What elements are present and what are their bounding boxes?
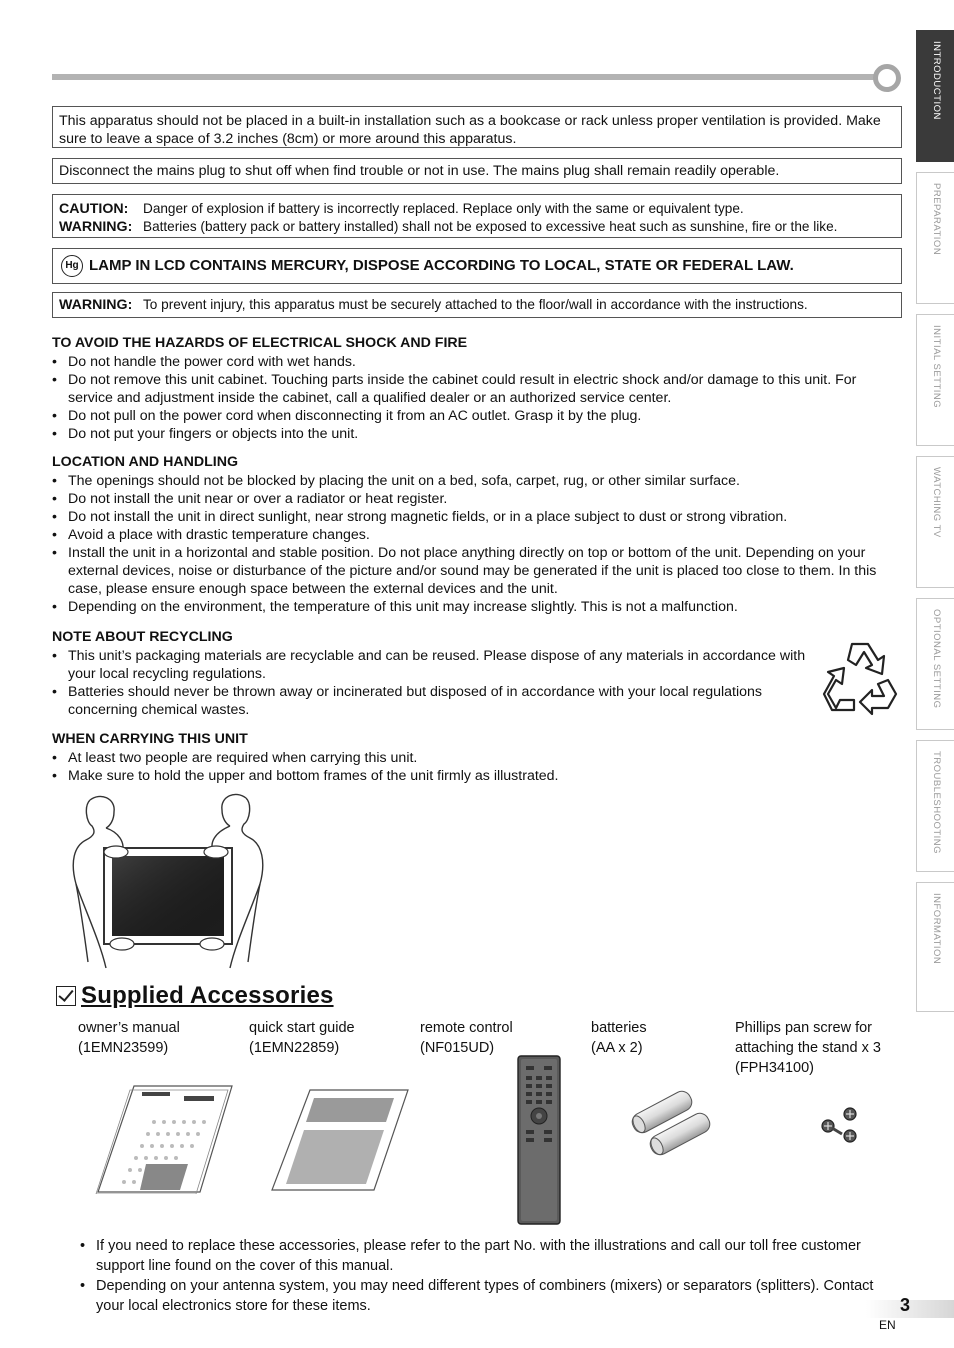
caution-text: Danger of explosion if battery is incorrectly replaced. Replace only with the same or equivalent type. [143, 201, 744, 216]
supplied-accessories-heading: Supplied Accessories [56, 986, 334, 1006]
quick-start-guide-illustration [270, 1088, 410, 1192]
list-item: • Depending on the environment, the temperature of this unit may increase slightly. This is not a malfunction. [52, 598, 902, 616]
checkbox-icon [56, 986, 76, 1006]
list-item: • Do not handle the power cord with wet hands. [52, 353, 902, 371]
list-item: • Batteries should never be thrown away or incinerated but disposed of in accordance with your local regulations concerning chemical wastes. [52, 683, 822, 719]
two-people-carrying-tv-illustration [66, 792, 270, 970]
section-title: NOTE ABOUT RECYCLING [52, 629, 233, 645]
ventilation-notice: This apparatus should not be placed in a built-in installation such as a bookcase or rack unless proper ventilation is provided. Make sure to leave a space of 3.2 inches (8cm) or more around this apparatus. [52, 106, 902, 148]
section-hazards [52, 334, 902, 443]
section-title: LOCATION AND HANDLING [52, 454, 238, 470]
mercury-hg-icon: Hg [61, 255, 83, 277]
screws-illustration [814, 1104, 870, 1148]
tab-preparation[interactable]: PREPARATION [916, 172, 954, 304]
tab-introduction[interactable]: INTRODUCTION [916, 30, 954, 162]
section-title: WHEN CARRYING THIS UNIT [52, 731, 248, 747]
accessory-owners-manual: owner’s manual (1EMN23599) [78, 1020, 180, 1056]
mercury-lamp-notice: Hg LAMP IN LCD CONTAINS MERCURY, DISPOSE ACCORDING TO LOCAL, STATE OR FEDERAL LAW. [52, 248, 902, 284]
tab-optional-setting[interactable]: OPTIONAL SETTING [916, 598, 954, 730]
list-item: • Do not install the unit in direct sunlight, near strong magnetic fields, or in a place subject to dust or strong vibration. [52, 508, 902, 526]
accessory-phillips-screws: Phillips pan screw for attaching the stand x 3 (FPH34100) [735, 1020, 881, 1076]
tab-troubleshooting[interactable]: TROUBLESHOOTING [916, 740, 954, 872]
accessory-batteries: batteries (AA x 2) [591, 1020, 647, 1056]
list-item: • Do not install the unit near or over a radiator or heat register. [52, 490, 902, 508]
list-item: • The openings should not be blocked by placing the unit on a bed, sofa, carpet, rug, or other similar surface. [52, 472, 902, 490]
list-item: • Avoid a place with drastic temperature changes. [52, 526, 902, 544]
remote-control-illustration [514, 1054, 564, 1226]
mains-plug-notice: Disconnect the mains plug to shut off when find trouble or not in use. The mains plug shall remain readily operable. [52, 158, 902, 184]
page-number: 3 [900, 1295, 911, 1315]
section-recycling [52, 628, 822, 719]
batteries-illustration [622, 1082, 726, 1162]
accessory-notes [80, 1236, 900, 1316]
warning-label: WARNING: [59, 219, 133, 235]
section-title: TO AVOID THE HAZARDS OF ELECTRICAL SHOCK AND FIRE [52, 335, 468, 351]
list-item: • Install the unit in a horizontal and stable position. Do not place anything directly on top or bottom of the unit. Depending on your external devices, noise or disturbance of the picture and/or sound may be generated if the unit is placed too close to them. In this case, please ensure enough space between the external devices and the unit. [52, 544, 902, 598]
header-rule [52, 74, 878, 80]
warning-text: Batteries (battery pack or battery installed) shall not be exposed to excessive heat such as sunshine, fire or the like. [143, 219, 838, 234]
list-item: • Do not pull on the power cord when disconnecting it from an AC outlet. Grasp it by the plug. [52, 407, 902, 425]
section-carrying [52, 730, 902, 785]
tab-information[interactable]: INFORMATION [916, 882, 954, 1012]
list-item: • Do not remove this unit cabinet. Touching parts inside the cabinet could result in electric shock and/or damage to this unit. For service and adjustment inside the cabinet, call a qualified dealer or an authorized service center. [52, 371, 902, 407]
header-circle-ornament [873, 64, 901, 92]
list-item: • Do not put your fingers or objects into the unit. [52, 425, 902, 443]
attachment-warning-box [52, 292, 902, 318]
recycle-icon [822, 638, 904, 718]
warning2-label: WARNING: [59, 297, 133, 313]
accessory-remote-control: remote control (NF015UD) [420, 1020, 513, 1056]
list-item: • This unit’s packaging materials are recyclable and can be reused. Please dispose of any materials in accordance with your local recycling regulations. [52, 647, 822, 683]
list-item: • At least two people are required when carrying this unit. [52, 749, 902, 767]
caution-label: CAUTION: [59, 201, 129, 217]
accessory-quick-start-guide: quick start guide (1EMN22859) [249, 1020, 355, 1056]
list-item: • Make sure to hold the upper and bottom frames of the unit firmly as illustrated. [52, 767, 902, 785]
battery-warning-box [52, 194, 902, 238]
warning2-text: To prevent injury, this apparatus must be securely attached to the floor/wall in accordance with the instructions. [143, 297, 808, 312]
owners-manual-illustration [94, 1082, 234, 1194]
list-item: • Depending on your antenna system, you may need different types of combiners (mixers) or separators (splitters). Contact your local electronics store for these items. [80, 1276, 900, 1316]
list-item: • If you need to replace these accessories, please refer to the part No. with the illustrations and call our toll free customer support line found on the cover of this manual. [80, 1236, 900, 1276]
tab-watching-tv[interactable]: WATCHING TV [916, 456, 954, 588]
tab-initial-setting[interactable]: INITIAL SETTING [916, 314, 954, 446]
page-language: EN [879, 1318, 896, 1332]
section-location [52, 453, 902, 616]
